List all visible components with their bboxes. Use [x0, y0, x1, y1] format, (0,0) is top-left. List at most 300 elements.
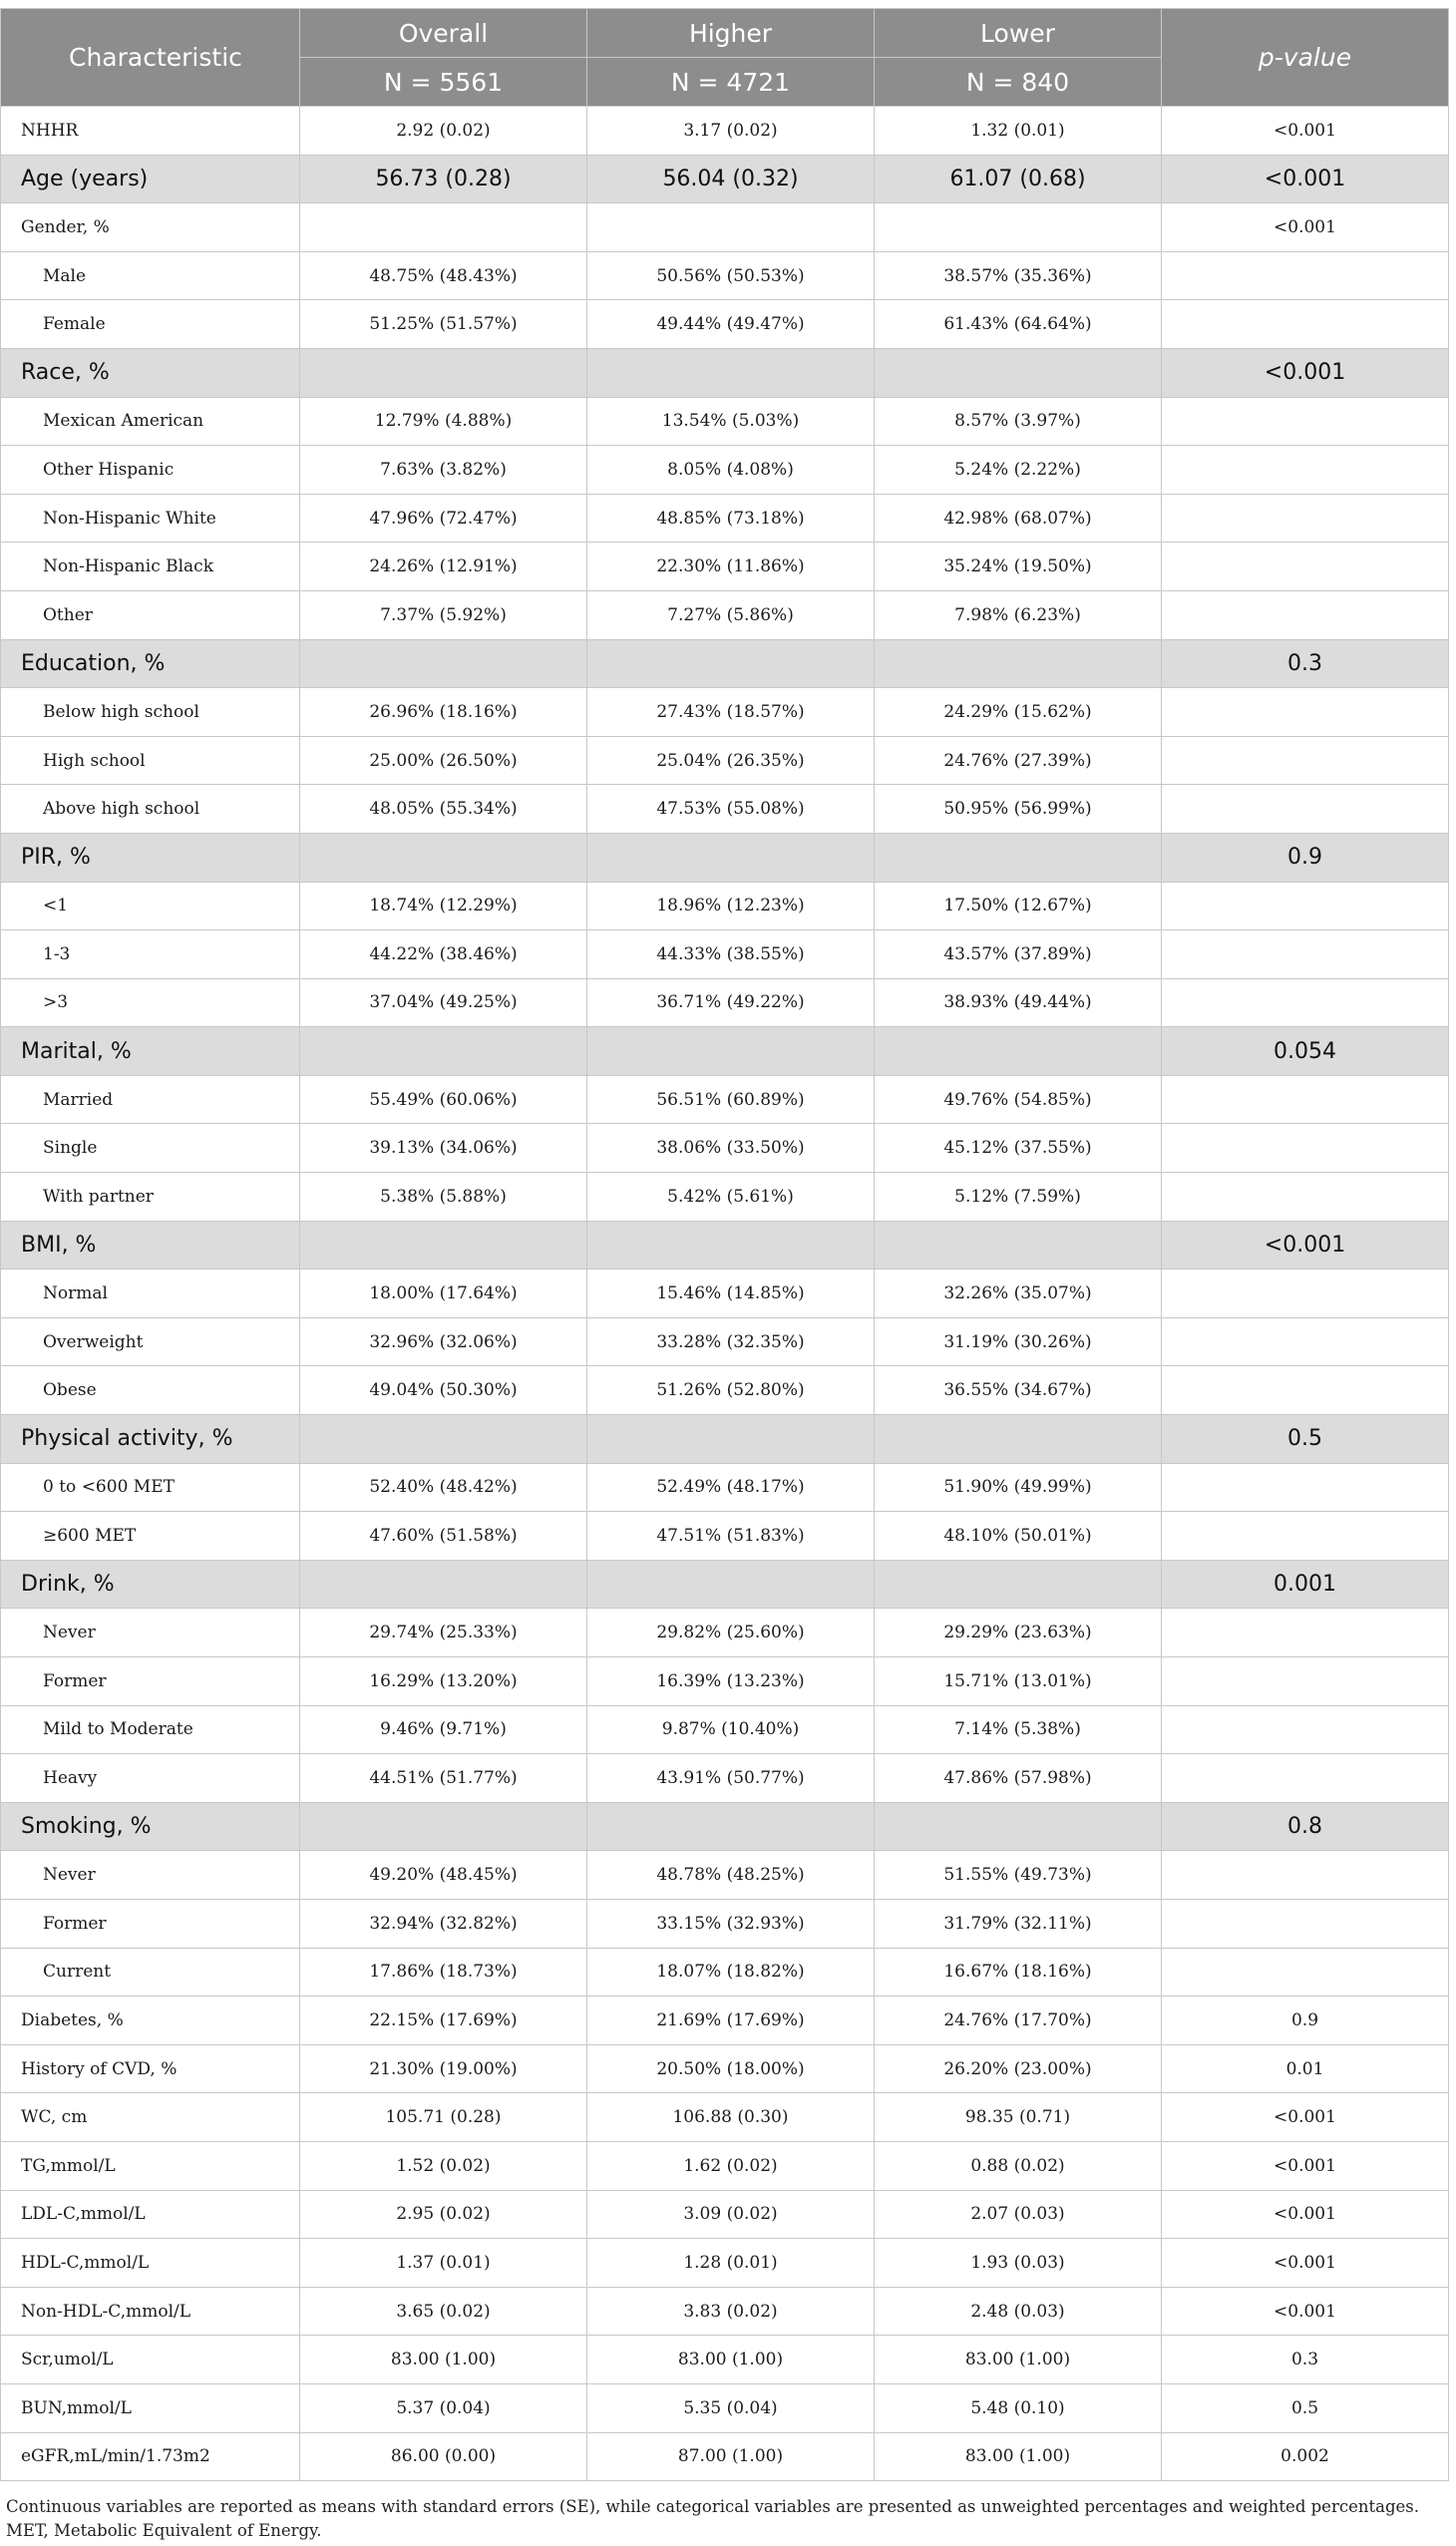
row-label: Obese	[1, 1366, 300, 1415]
cell-overall	[300, 833, 587, 882]
cell-higher: 52.49% (48.17%)	[587, 1463, 875, 1512]
table-footnote: Continuous variables are reported as means with standard errors (SE), while categorical variables are presented as unweighted percentages and weighted percentages. MET, Metabolic Equivalent of Energy.	[6, 2497, 1419, 2541]
cell-overall: 7.37% (5.92%)	[300, 590, 587, 639]
cell-lower: 24.29% (15.62%)	[875, 688, 1162, 737]
cell-overall: 105.71 (0.28)	[300, 2093, 587, 2142]
row-label: With partner	[1, 1173, 300, 1222]
cell-higher: 87.00 (1.00)	[587, 2432, 875, 2481]
row-label: 0 to <600 MET	[1, 1463, 300, 1512]
cell-lower: 5.12% (7.59%)	[875, 1173, 1162, 1222]
table-row	[1, 2432, 1449, 2481]
table-row	[1, 494, 1449, 543]
cell-overall: 32.94% (32.82%)	[300, 1899, 587, 1948]
cell-lower: 16.67% (18.16%)	[875, 1948, 1162, 1997]
row-label: Drink, %	[1, 1560, 300, 1609]
row-label: Marital, %	[1, 1027, 300, 1076]
cell-lower: 5.48 (0.10)	[875, 2383, 1162, 2432]
cell-p-value: <0.001	[1162, 2287, 1449, 2336]
table-row	[1, 1609, 1449, 1657]
cell-lower: 29.29% (23.63%)	[875, 1609, 1162, 1657]
table-row	[1, 1415, 1449, 1464]
row-label: Physical activity, %	[1, 1415, 300, 1464]
cell-p-value	[1162, 590, 1449, 639]
cell-lower: 51.55% (49.73%)	[875, 1851, 1162, 1900]
cell-higher	[587, 1221, 875, 1270]
row-label: Below high school	[1, 688, 300, 737]
cell-higher: 22.30% (11.86%)	[587, 543, 875, 591]
table-row	[1, 2044, 1449, 2093]
table-row	[1, 1221, 1449, 1270]
table-row	[1, 590, 1449, 639]
cell-p-value: 0.01	[1162, 2044, 1449, 2093]
cell-lower: 45.12% (37.55%)	[875, 1124, 1162, 1173]
cell-overall: 3.65 (0.02)	[300, 2287, 587, 2336]
cell-overall: 22.15% (17.69%)	[300, 1997, 587, 2045]
row-label: Mexican American	[1, 397, 300, 446]
cell-higher: 27.43% (18.57%)	[587, 688, 875, 737]
characteristics-table	[0, 8, 1449, 2481]
cell-lower: 31.19% (30.26%)	[875, 1317, 1162, 1366]
cell-p-value	[1162, 1754, 1449, 1803]
cell-overall	[300, 1560, 587, 1609]
cell-lower	[875, 1415, 1162, 1464]
header-n-higher: N = 4721	[587, 58, 875, 107]
table-row	[1, 1705, 1449, 1754]
cell-overall: 18.74% (12.29%)	[300, 882, 587, 930]
cell-overall	[300, 1415, 587, 1464]
cell-overall: 26.96% (18.16%)	[300, 688, 587, 737]
cell-lower: 61.07 (0.68)	[875, 155, 1162, 203]
table-row	[1, 2093, 1449, 2142]
cell-overall: 32.96% (32.06%)	[300, 1317, 587, 1366]
cell-lower: 48.10% (50.01%)	[875, 1512, 1162, 1561]
cell-p-value: 0.9	[1162, 833, 1449, 882]
row-label: Above high school	[1, 785, 300, 834]
cell-higher: 106.88 (0.30)	[587, 2093, 875, 2142]
cell-p-value	[1162, 1609, 1449, 1657]
cell-higher: 1.62 (0.02)	[587, 2141, 875, 2190]
cell-lower: 43.57% (37.89%)	[875, 930, 1162, 979]
cell-p-value	[1162, 251, 1449, 300]
cell-overall: 17.86% (18.73%)	[300, 1948, 587, 1997]
cell-p-value: 0.054	[1162, 1027, 1449, 1076]
cell-lower: 2.07 (0.03)	[875, 2190, 1162, 2239]
row-label: Overweight	[1, 1317, 300, 1366]
table-row	[1, 688, 1449, 737]
cell-higher: 21.69% (17.69%)	[587, 1997, 875, 2045]
cell-lower: 17.50% (12.67%)	[875, 882, 1162, 930]
header-n-overall: N = 5561	[300, 58, 587, 107]
cell-higher: 83.00 (1.00)	[587, 2336, 875, 2384]
cell-higher	[587, 1802, 875, 1851]
cell-overall: 56.73 (0.28)	[300, 155, 587, 203]
cell-overall: 18.00% (17.64%)	[300, 1270, 587, 1318]
cell-overall: 2.92 (0.02)	[300, 107, 587, 156]
cell-p-value	[1162, 543, 1449, 591]
cell-p-value	[1162, 688, 1449, 737]
cell-lower: 38.57% (35.36%)	[875, 251, 1162, 300]
cell-p-value: <0.001	[1162, 155, 1449, 203]
cell-overall: 1.52 (0.02)	[300, 2141, 587, 2190]
cell-p-value: 0.8	[1162, 1802, 1449, 1851]
header-group-higher: Higher	[587, 9, 875, 58]
table-row	[1, 1463, 1449, 1512]
cell-p-value	[1162, 1317, 1449, 1366]
cell-lower: 98.35 (0.71)	[875, 2093, 1162, 2142]
cell-p-value: 0.9	[1162, 1997, 1449, 2045]
cell-overall: 48.75% (48.43%)	[300, 251, 587, 300]
cell-p-value	[1162, 1899, 1449, 1948]
table-row	[1, 2336, 1449, 2384]
row-label: BUN,mmol/L	[1, 2383, 300, 2432]
table-row	[1, 2383, 1449, 2432]
cell-higher: 38.06% (33.50%)	[587, 1124, 875, 1173]
table-row	[1, 1027, 1449, 1076]
cell-lower: 38.93% (49.44%)	[875, 978, 1162, 1027]
cell-p-value: <0.001	[1162, 203, 1449, 252]
cell-lower: 26.20% (23.00%)	[875, 2044, 1162, 2093]
cell-lower	[875, 348, 1162, 397]
cell-higher	[587, 1027, 875, 1076]
cell-p-value: <0.001	[1162, 1221, 1449, 1270]
row-label: History of CVD, %	[1, 2044, 300, 2093]
table-row	[1, 978, 1449, 1027]
cell-higher: 13.54% (5.03%)	[587, 397, 875, 446]
table-row	[1, 2239, 1449, 2288]
table-row	[1, 930, 1449, 979]
cell-higher	[587, 203, 875, 252]
row-label: Gender, %	[1, 203, 300, 252]
cell-p-value: 0.3	[1162, 639, 1449, 688]
cell-p-value	[1162, 882, 1449, 930]
cell-higher	[587, 1560, 875, 1609]
row-label: Other	[1, 590, 300, 639]
cell-lower: 0.88 (0.02)	[875, 2141, 1162, 2190]
cell-lower: 50.95% (56.99%)	[875, 785, 1162, 834]
row-label: Other Hispanic	[1, 446, 300, 495]
cell-higher: 5.35 (0.04)	[587, 2383, 875, 2432]
cell-overall: 9.46% (9.71%)	[300, 1705, 587, 1754]
table-row	[1, 1366, 1449, 1415]
cell-p-value	[1162, 1270, 1449, 1318]
cell-lower: 83.00 (1.00)	[875, 2432, 1162, 2481]
table-row	[1, 1802, 1449, 1851]
cell-lower: 51.90% (49.99%)	[875, 1463, 1162, 1512]
cell-p-value	[1162, 1851, 1449, 1900]
row-label: Non-Hispanic Black	[1, 543, 300, 591]
cell-p-value: <0.001	[1162, 2190, 1449, 2239]
cell-lower: 5.24% (2.22%)	[875, 446, 1162, 495]
cell-lower: 24.76% (17.70%)	[875, 1997, 1162, 2045]
table-row	[1, 543, 1449, 591]
row-label: HDL-C,mmol/L	[1, 2239, 300, 2288]
header-group-lower: Lower	[875, 9, 1162, 58]
table-row	[1, 2190, 1449, 2239]
cell-lower: 2.48 (0.03)	[875, 2287, 1162, 2336]
cell-overall: 1.37 (0.01)	[300, 2239, 587, 2288]
cell-higher: 51.26% (52.80%)	[587, 1366, 875, 1415]
cell-lower: 15.71% (13.01%)	[875, 1657, 1162, 1706]
cell-overall: 5.38% (5.88%)	[300, 1173, 587, 1222]
cell-higher: 56.51% (60.89%)	[587, 1075, 875, 1124]
cell-overall	[300, 1027, 587, 1076]
cell-higher: 15.46% (14.85%)	[587, 1270, 875, 1318]
cell-lower: 24.76% (27.39%)	[875, 736, 1162, 785]
cell-higher: 47.51% (51.83%)	[587, 1512, 875, 1561]
row-label: Diabetes, %	[1, 1997, 300, 2045]
row-label: Education, %	[1, 639, 300, 688]
cell-higher: 18.07% (18.82%)	[587, 1948, 875, 1997]
cell-higher: 36.71% (49.22%)	[587, 978, 875, 1027]
cell-p-value: 0.002	[1162, 2432, 1449, 2481]
table-header	[1, 9, 1449, 107]
cell-p-value	[1162, 494, 1449, 543]
cell-higher: 47.53% (55.08%)	[587, 785, 875, 834]
cell-p-value	[1162, 1657, 1449, 1706]
cell-higher: 43.91% (50.77%)	[587, 1754, 875, 1803]
cell-overall: 16.29% (13.20%)	[300, 1657, 587, 1706]
cell-lower	[875, 1802, 1162, 1851]
row-label: PIR, %	[1, 833, 300, 882]
table-row	[1, 1270, 1449, 1318]
table-row	[1, 300, 1449, 349]
cell-higher: 29.82% (25.60%)	[587, 1609, 875, 1657]
table-row	[1, 397, 1449, 446]
row-label: Age (years)	[1, 155, 300, 203]
table-row	[1, 446, 1449, 495]
cell-higher: 1.28 (0.01)	[587, 2239, 875, 2288]
cell-overall: 52.40% (48.42%)	[300, 1463, 587, 1512]
cell-higher: 44.33% (38.55%)	[587, 930, 875, 979]
cell-lower: 36.55% (34.67%)	[875, 1366, 1162, 1415]
cell-overall: 83.00 (1.00)	[300, 2336, 587, 2384]
table-row	[1, 1317, 1449, 1366]
cell-overall: 44.51% (51.77%)	[300, 1754, 587, 1803]
cell-higher	[587, 639, 875, 688]
cell-overall	[300, 639, 587, 688]
table-row	[1, 1948, 1449, 1997]
row-label: Heavy	[1, 1754, 300, 1803]
cell-p-value	[1162, 1124, 1449, 1173]
row-label: Female	[1, 300, 300, 349]
table-row	[1, 1512, 1449, 1561]
cell-p-value	[1162, 1366, 1449, 1415]
cell-higher: 48.78% (48.25%)	[587, 1851, 875, 1900]
cell-p-value	[1162, 1075, 1449, 1124]
cell-p-value	[1162, 736, 1449, 785]
cell-lower	[875, 1221, 1162, 1270]
cell-lower: 8.57% (3.97%)	[875, 397, 1162, 446]
row-label: Race, %	[1, 348, 300, 397]
cell-higher: 50.56% (50.53%)	[587, 251, 875, 300]
cell-lower: 31.79% (32.11%)	[875, 1899, 1162, 1948]
cell-p-value	[1162, 1173, 1449, 1222]
row-label: Mild to Moderate	[1, 1705, 300, 1754]
cell-overall: 51.25% (51.57%)	[300, 300, 587, 349]
table-row	[1, 2141, 1449, 2190]
header-p-value: p-value	[1162, 9, 1449, 107]
header-n-lower: N = 840	[875, 58, 1162, 107]
cell-lower: 1.32 (0.01)	[875, 107, 1162, 156]
cell-lower: 49.76% (54.85%)	[875, 1075, 1162, 1124]
cell-overall: 21.30% (19.00%)	[300, 2044, 587, 2093]
table-row	[1, 1173, 1449, 1222]
cell-lower	[875, 203, 1162, 252]
cell-overall: 37.04% (49.25%)	[300, 978, 587, 1027]
table-row	[1, 1657, 1449, 1706]
cell-higher: 8.05% (4.08%)	[587, 446, 875, 495]
cell-higher: 49.44% (49.47%)	[587, 300, 875, 349]
cell-lower: 83.00 (1.00)	[875, 2336, 1162, 2384]
cell-higher: 20.50% (18.00%)	[587, 2044, 875, 2093]
cell-p-value: 0.5	[1162, 1415, 1449, 1464]
cell-lower: 47.86% (57.98%)	[875, 1754, 1162, 1803]
cell-p-value: 0.001	[1162, 1560, 1449, 1609]
cell-lower	[875, 1027, 1162, 1076]
row-label: Non-Hispanic White	[1, 494, 300, 543]
cell-p-value	[1162, 397, 1449, 446]
cell-lower	[875, 1560, 1162, 1609]
row-label: Normal	[1, 1270, 300, 1318]
cell-overall	[300, 1221, 587, 1270]
cell-higher	[587, 1415, 875, 1464]
cell-p-value: 0.5	[1162, 2383, 1449, 2432]
table-container	[0, 8, 1456, 2543]
cell-higher	[587, 348, 875, 397]
row-label: NHHR	[1, 107, 300, 156]
cell-higher	[587, 833, 875, 882]
cell-overall: 12.79% (4.88%)	[300, 397, 587, 446]
cell-p-value	[1162, 446, 1449, 495]
cell-lower: 61.43% (64.64%)	[875, 300, 1162, 349]
cell-p-value	[1162, 1512, 1449, 1561]
cell-overall: 25.00% (26.50%)	[300, 736, 587, 785]
cell-p-value: <0.001	[1162, 107, 1449, 156]
cell-higher: 18.96% (12.23%)	[587, 882, 875, 930]
cell-lower: 32.26% (35.07%)	[875, 1270, 1162, 1318]
cell-overall: 49.04% (50.30%)	[300, 1366, 587, 1415]
table-row	[1, 1851, 1449, 1900]
table-row	[1, 1997, 1449, 2045]
cell-p-value: <0.001	[1162, 2239, 1449, 2288]
cell-p-value	[1162, 978, 1449, 1027]
cell-p-value: <0.001	[1162, 2093, 1449, 2142]
table-row	[1, 882, 1449, 930]
table-body	[1, 107, 1449, 2481]
cell-lower: 7.98% (6.23%)	[875, 590, 1162, 639]
cell-p-value: <0.001	[1162, 2141, 1449, 2190]
cell-lower: 7.14% (5.38%)	[875, 1705, 1162, 1754]
cell-p-value	[1162, 785, 1449, 834]
cell-lower	[875, 639, 1162, 688]
cell-higher: 48.85% (73.18%)	[587, 494, 875, 543]
header-characteristic: Characteristic	[1, 9, 300, 107]
table-row	[1, 639, 1449, 688]
table-row	[1, 1754, 1449, 1803]
cell-overall: 55.49% (60.06%)	[300, 1075, 587, 1124]
cell-lower	[875, 833, 1162, 882]
row-label: 1-3	[1, 930, 300, 979]
table-row	[1, 203, 1449, 252]
cell-higher: 5.42% (5.61%)	[587, 1173, 875, 1222]
cell-p-value	[1162, 1948, 1449, 1997]
cell-p-value: 0.3	[1162, 2336, 1449, 2384]
cell-overall: 24.26% (12.91%)	[300, 543, 587, 591]
row-label: Married	[1, 1075, 300, 1124]
cell-higher: 16.39% (13.23%)	[587, 1657, 875, 1706]
row-label: Male	[1, 251, 300, 300]
table-row	[1, 155, 1449, 203]
row-label: eGFR,mL/min/1.73m2	[1, 2432, 300, 2481]
cell-overall: 29.74% (25.33%)	[300, 1609, 587, 1657]
row-label: Smoking, %	[1, 1802, 300, 1851]
cell-overall: 49.20% (48.45%)	[300, 1851, 587, 1900]
table-row	[1, 251, 1449, 300]
row-label: High school	[1, 736, 300, 785]
cell-overall: 39.13% (34.06%)	[300, 1124, 587, 1173]
table-row	[1, 1124, 1449, 1173]
cell-overall	[300, 203, 587, 252]
table-row	[1, 348, 1449, 397]
cell-lower: 35.24% (19.50%)	[875, 543, 1162, 591]
cell-higher: 33.15% (32.93%)	[587, 1899, 875, 1948]
cell-lower: 42.98% (68.07%)	[875, 494, 1162, 543]
cell-overall: 5.37 (0.04)	[300, 2383, 587, 2432]
table-row	[1, 1899, 1449, 1948]
cell-overall: 2.95 (0.02)	[300, 2190, 587, 2239]
cell-higher: 3.09 (0.02)	[587, 2190, 875, 2239]
row-label: >3	[1, 978, 300, 1027]
cell-p-value	[1162, 1705, 1449, 1754]
cell-higher: 3.17 (0.02)	[587, 107, 875, 156]
cell-lower: 1.93 (0.03)	[875, 2239, 1162, 2288]
table-row	[1, 736, 1449, 785]
row-label: Scr,umol/L	[1, 2336, 300, 2384]
cell-p-value	[1162, 930, 1449, 979]
table-row	[1, 2287, 1449, 2336]
header-group-overall: Overall	[300, 9, 587, 58]
cell-overall: 47.60% (51.58%)	[300, 1512, 587, 1561]
table-row	[1, 1075, 1449, 1124]
table-row	[1, 833, 1449, 882]
cell-p-value	[1162, 1463, 1449, 1512]
row-label: LDL-C,mmol/L	[1, 2190, 300, 2239]
table-row	[1, 785, 1449, 834]
cell-overall: 47.96% (72.47%)	[300, 494, 587, 543]
cell-overall	[300, 348, 587, 397]
cell-overall: 7.63% (3.82%)	[300, 446, 587, 495]
cell-overall: 44.22% (38.46%)	[300, 930, 587, 979]
cell-p-value: <0.001	[1162, 348, 1449, 397]
cell-higher: 9.87% (10.40%)	[587, 1705, 875, 1754]
row-label: TG,mmol/L	[1, 2141, 300, 2190]
row-label: WC, cm	[1, 2093, 300, 2142]
row-label: BMI, %	[1, 1221, 300, 1270]
row-label: Former	[1, 1657, 300, 1706]
row-label: Never	[1, 1851, 300, 1900]
cell-overall	[300, 1802, 587, 1851]
row-label: Former	[1, 1899, 300, 1948]
cell-higher: 33.28% (32.35%)	[587, 1317, 875, 1366]
table-row	[1, 1560, 1449, 1609]
row-label: Never	[1, 1609, 300, 1657]
row-label: ≥600 MET	[1, 1512, 300, 1561]
row-label: Non-HDL-C,mmol/L	[1, 2287, 300, 2336]
cell-higher: 25.04% (26.35%)	[587, 736, 875, 785]
row-label: <1	[1, 882, 300, 930]
cell-overall: 86.00 (0.00)	[300, 2432, 587, 2481]
cell-p-value	[1162, 300, 1449, 349]
